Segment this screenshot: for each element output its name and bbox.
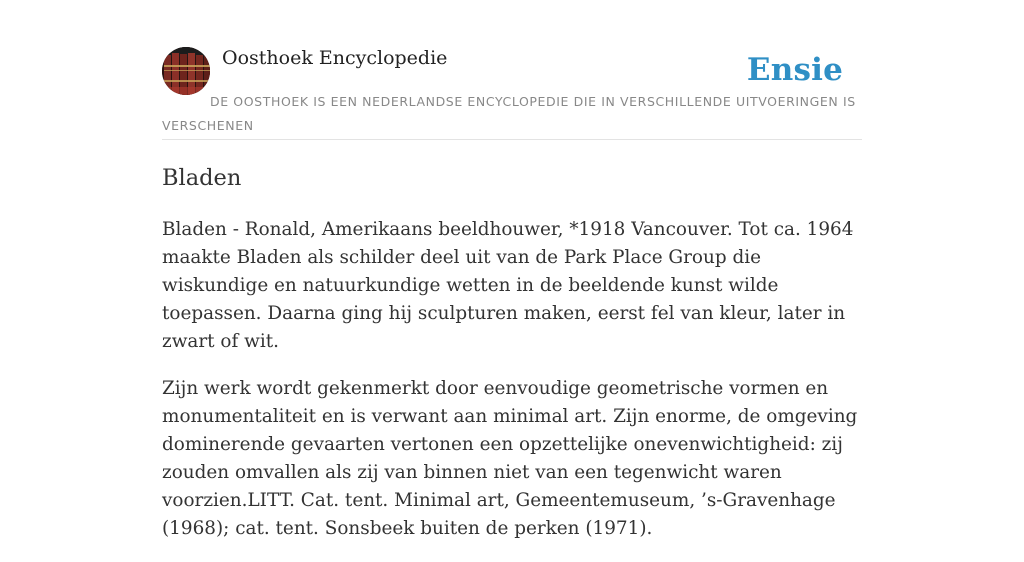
- site-tagline: DE OOSTHOEK IS EEN NEDERLANDSE ENCYCLOPEDIE DIE IN VERSCHILLENDE UITVOERINGEN IS VERSCHENEN: [162, 94, 856, 133]
- article-paragraph: Zijn werk wordt gekenmerkt door eenvoudige geometrische vormen en monumentaliteit en is verwant aan minimal art. Zijn enorme, de omgeving dominerende gevaarten vertonen een opzettelijke onevenwichtigheid: zij zouden omvallen als zij van binnen niet van een tegenwicht waren voorzien.LITT. Cat. tent. Minimal art, Gemeentemuseum, ’s-Gravenhage (1968); cat. tent. Sonsbeek buiten de perken (1971).: [162, 378, 858, 539]
- site-name[interactable]: Oosthoek Encyclopedie: [222, 47, 448, 69]
- article-paragraph: Bladen - Ronald, Amerikaans beeldhouwer, *1918 Vancouver. Tot ca. 1964 maakte Bladen als schilder deel uit van de Park Place Group die wiskundige en natuurkundige wetten in de beeldende kunst wilde toepassen. Daarna ging hij sculpturen maken, eerst fel van kleur, later in zwart of wit.: [162, 219, 854, 352]
- brand-logo[interactable]: Ensie: [746, 52, 843, 88]
- encyclopedia-books-icon: [162, 47, 210, 95]
- header-divider: [162, 139, 862, 140]
- article-body: [162, 216, 862, 562]
- article-title: Bladen: [162, 165, 242, 191]
- site-avatar[interactable]: [162, 47, 210, 95]
